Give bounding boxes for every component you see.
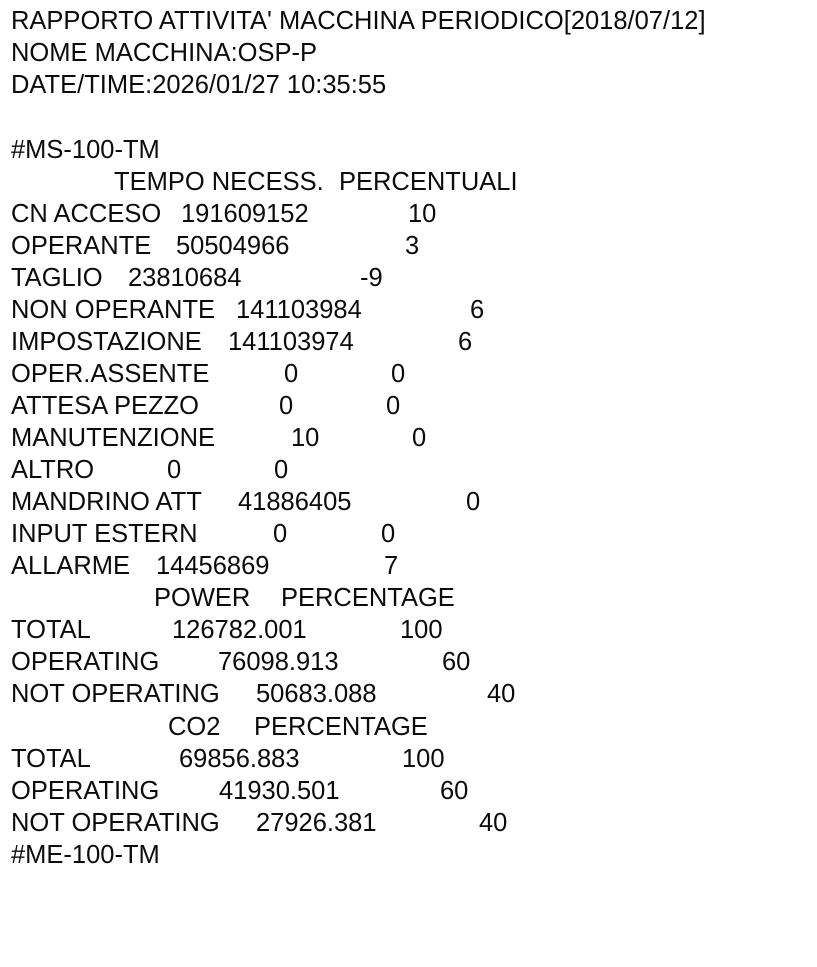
activity-row [11,326,473,358]
activity-percent: 0 [466,488,481,516]
activity-time: 0 [167,456,182,484]
activity-percent: 3 [405,232,420,260]
power-value: 50683.088 [256,680,377,708]
activity-row [11,422,427,454]
activity-row [11,486,481,518]
activity-percent: 0 [412,424,427,452]
activity-header-percent: PERCENTUALI [339,168,518,196]
co2-value: 41930.501 [219,777,340,805]
power-row [11,678,516,710]
activity-time: 23810684 [128,264,242,292]
power-value: 76098.913 [218,648,339,676]
activity-row [11,262,383,294]
activity-label: INPUT ESTERN [11,520,198,548]
activity-percent: 10 [408,200,437,228]
activity-time: 191609152 [181,200,309,228]
power-label: OPERATING [11,648,160,676]
activity-label: OPER.ASSENTE [11,360,210,388]
activity-time: 10 [291,424,320,452]
activity-label: NON OPERANTE [11,296,216,324]
report-datetime: DATE/TIME:2026/01/27 10:35:55 [11,71,387,99]
co2-header [11,711,428,743]
activity-row [11,230,420,262]
activity-row [11,550,399,582]
activity-label: CN ACCESO [11,200,162,228]
activity-label: OPERANTE [11,232,152,260]
co2-header-value: CO2 [168,713,221,741]
power-header [11,582,455,614]
activity-row [11,518,396,550]
activity-header [11,166,518,198]
activity-percent: 6 [458,328,473,356]
activity-time: 141103974 [228,328,354,356]
activity-row [11,390,401,422]
power-percent: 100 [400,616,443,644]
activity-label: TAGLIO [11,264,103,292]
activity-time: 0 [284,360,299,388]
activity-row [11,294,485,326]
power-row [11,614,443,646]
activity-label: MANUTENZIONE [11,424,215,452]
co2-percent: 40 [479,809,508,837]
activity-time: 41886405 [238,488,352,516]
activity-label: ATTESA PEZZO [11,392,199,420]
report-title: RAPPORTO ATTIVITA' MACCHINA PERIODICO[2018/07/12] [11,7,706,35]
activity-label: MANDRINO ATT [11,488,202,516]
activity-label: ALTRO [11,456,95,484]
activity-row [11,198,437,230]
activity-percent: 0 [274,456,289,484]
activity-percent: 0 [391,360,406,388]
activity-header-time: TEMPO NECESS. [114,168,324,196]
section-end-marker: #ME-100-TM [11,841,160,869]
co2-percent: 100 [402,745,445,773]
power-label: NOT OPERATING [11,680,220,708]
co2-row [11,807,508,839]
machine-name: NOME MACCHINA:OSP-P [11,39,318,67]
section-start-marker: #MS-100-TM [11,136,160,164]
activity-percent: 0 [386,392,401,420]
activity-row [11,358,406,390]
activity-label: ALLARME [11,552,131,580]
co2-label: NOT OPERATING [11,809,220,837]
power-label: TOTAL [11,616,91,644]
activity-time: 0 [279,392,294,420]
activity-time: 14456869 [156,552,270,580]
co2-value: 69856.883 [179,745,300,773]
power-header-value: POWER [154,584,251,612]
co2-percent: 60 [440,777,469,805]
co2-header-percent: PERCENTAGE [254,713,428,741]
power-percent: 40 [487,680,516,708]
co2-label: OPERATING [11,777,160,805]
activity-percent: 7 [384,552,399,580]
activity-row [11,454,289,486]
power-row [11,646,471,678]
power-percent: 60 [442,648,471,676]
co2-label: TOTAL [11,745,91,773]
activity-time: 0 [273,520,288,548]
co2-row [11,743,445,775]
activity-percent: 0 [381,520,396,548]
activity-time: 50504966 [176,232,290,260]
activity-percent: 6 [470,296,485,324]
activity-label: IMPOSTAZIONE [11,328,202,356]
co2-row [11,775,469,807]
power-header-percent: PERCENTAGE [281,584,455,612]
co2-value: 27926.381 [256,809,377,837]
activity-percent: -9 [360,264,383,292]
activity-time: 141103984 [236,296,362,324]
power-value: 126782.001 [172,616,307,644]
